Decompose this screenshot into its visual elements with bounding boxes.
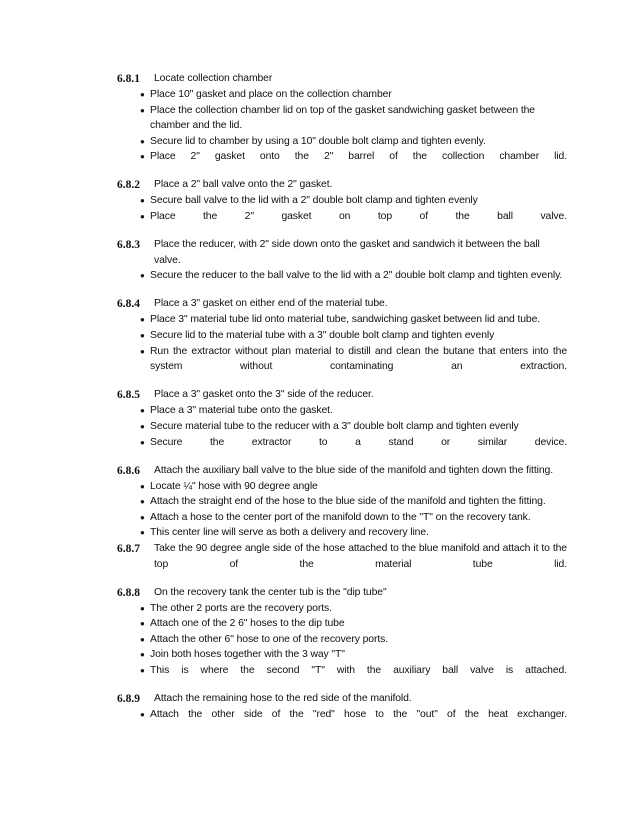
bullet-text: Attach the straight end of the hose to the blue side of the manifold and tighten the fitting.: [150, 496, 546, 508]
step-heading: [117, 691, 567, 707]
bullet-dot-icon: ●: [140, 315, 145, 325]
list-item: [140, 510, 567, 526]
bullet-dot-icon: ●: [140, 666, 145, 676]
step-number: 6.8.4: [117, 298, 140, 311]
step-heading: [117, 296, 567, 312]
bullet-text: Place 3" material tube lid onto material tube, sandwiching gasket between lid and tube.: [150, 314, 541, 326]
step-heading: [117, 541, 567, 572]
bullet-text: Secure the extractor to a stand or similar device.: [150, 436, 567, 448]
step-heading: [117, 585, 567, 601]
step-number: 6.8.6: [117, 464, 140, 477]
list-item: [140, 435, 567, 451]
step-heading: [117, 387, 567, 403]
bullet-text: Place a 3" material tube onto the gasket.: [150, 405, 333, 417]
list-item: [140, 601, 567, 617]
bullet-text: Attach one of the 2 6" hoses to the dip tube: [150, 618, 345, 630]
step-text: Take the 90 degree angle side of the hose attached to the blue manifold and attach it to the top of the material tube lid.: [154, 542, 567, 570]
bullet-list: [117, 707, 567, 723]
bullet-dot-icon: ●: [140, 421, 145, 431]
step-section: [117, 691, 567, 723]
step-section: [117, 71, 567, 165]
bullet-dot-icon: ●: [140, 512, 145, 522]
step-section: [117, 296, 567, 374]
bullet-dot-icon: ●: [140, 710, 145, 720]
step-text: Locate collection chamber: [154, 73, 273, 84]
bullet-text: Place 10" gasket and place on the collection chamber: [150, 89, 392, 100]
bullet-text: The other 2 ports are the recovery ports.: [150, 602, 332, 614]
list-item: [140, 632, 567, 648]
step-text: Place a 2" ball valve onto the 2" gasket.: [154, 179, 333, 191]
bullet-dot-icon: ●: [140, 406, 145, 416]
step-text: On the recovery tank the center tub is the "dip tube": [154, 586, 387, 598]
list-item: [140, 328, 567, 344]
bullet-text: Place the collection chamber lid on top of the gasket sandwiching gasket between the chamber and the lid.: [150, 104, 535, 132]
list-item: [140, 209, 567, 225]
list-item: [140, 312, 567, 328]
list-item: [140, 525, 567, 541]
bullet-list: [117, 403, 567, 450]
list-item: [140, 419, 567, 435]
bullet-dot-icon: ●: [140, 497, 145, 507]
bullet-dot-icon: ●: [140, 528, 145, 538]
step-heading: [117, 463, 567, 479]
list-item: [140, 103, 567, 134]
bullet-text: This is where the second "T" with the auxiliary ball valve is attached.: [150, 665, 567, 677]
bullet-list: [117, 193, 567, 224]
bullet-dot-icon: ●: [140, 271, 145, 281]
step-text: Place the reducer, with 2" side down onto the gasket and sandwich it between the ball valve.: [154, 239, 540, 266]
bullet-dot-icon: ●: [140, 437, 145, 447]
bullet-dot-icon: ●: [140, 212, 145, 222]
step-text: Place a 3" gasket on either end of the material tube.: [154, 298, 388, 310]
list-item: [140, 193, 567, 209]
bullet-dot-icon: ●: [140, 481, 145, 491]
instruction-list: [117, 71, 567, 735]
bullet-dot-icon: ●: [140, 196, 145, 206]
bullet-dot-icon: ●: [140, 346, 145, 356]
bullet-dot-icon: ●: [140, 650, 145, 660]
bullet-dot-icon: ●: [140, 619, 145, 629]
list-item: [140, 403, 567, 419]
step-section: [117, 463, 567, 541]
list-item: [140, 134, 567, 150]
bullet-text: Secure material tube to the reducer with a 3" double bolt clamp and tighten evenly: [150, 420, 519, 432]
step-number: 6.8.2: [117, 179, 140, 192]
bullet-dot-icon: ●: [140, 634, 145, 644]
bullet-text: Run the extractor without plan material to distill and clean the butane that enters into the system without contaminating an extraction.: [150, 345, 567, 373]
step-number: 6.8.3: [117, 239, 140, 252]
bullet-text: This center line will serve as both a delivery and recovery line.: [150, 527, 429, 539]
list-item: [140, 344, 567, 375]
list-item: [140, 616, 567, 632]
bullet-text: Secure lid to chamber by using a 10" double bolt clamp and tighten evenly.: [150, 135, 486, 147]
step-section: [117, 177, 567, 224]
step-number: 6.8.9: [117, 693, 140, 706]
bullet-text: Place the 2" gasket on top of the ball valve.: [150, 211, 567, 223]
list-item: [140, 87, 567, 103]
bullet-list: [117, 268, 567, 284]
list-item: [140, 149, 567, 165]
bullet-text: Locate ¼" hose with 90 degree angle: [150, 480, 318, 492]
step-section: [117, 585, 567, 679]
list-item: [140, 707, 567, 723]
bullet-list: [117, 87, 567, 165]
step-section: [117, 541, 567, 572]
bullet-text: Secure the reducer to the ball valve to the lid with a 2" double bolt clamp and tighten evenly.: [150, 270, 563, 282]
step-heading: [117, 177, 567, 193]
step-heading: [117, 71, 567, 87]
bullet-text: Secure lid to the material tube with a 3" double bolt clamp and tighten evenly: [150, 330, 495, 342]
bullet-text: Secure ball valve to the lid with a 2" double bolt clamp and tighten evenly: [150, 195, 478, 207]
step-section: [117, 387, 567, 450]
bullet-list: [117, 479, 567, 541]
step-text: Place a 3" gasket onto the 3" side of the reducer.: [154, 389, 374, 401]
list-item: [140, 647, 567, 663]
bullet-text: Attach the other 6" hose to one of the recovery ports.: [150, 633, 388, 645]
step-section: [117, 237, 567, 284]
step-number: 6.8.5: [117, 389, 140, 402]
bullet-list: [117, 312, 567, 374]
bullet-dot-icon: ●: [140, 152, 145, 162]
bullet-text: Attach the other side of the "red" hose to the "out" of the heat exchanger.: [150, 709, 567, 721]
step-number: 6.8.8: [117, 586, 140, 599]
step-text: Attach the remaining hose to the red side of the manifold.: [154, 693, 412, 705]
bullet-dot-icon: ●: [140, 90, 145, 99]
step-text: Attach the auxiliary ball valve to the blue side of the manifold and tighten down the fitting.: [154, 464, 553, 476]
list-item: [140, 479, 567, 495]
step-number: 6.8.1: [117, 73, 140, 85]
bullet-dot-icon: ●: [140, 136, 145, 146]
bullet-dot-icon: ●: [140, 105, 145, 115]
bullet-text: Join both hoses together with the 3 way "T": [150, 649, 345, 661]
list-item: [140, 494, 567, 510]
bullet-text: Place 2" gasket onto the 2" barrel of the collection chamber lid.: [150, 151, 567, 163]
list-item: [140, 663, 567, 679]
step-number: 6.8.7: [117, 542, 140, 555]
bullet-text: Attach a hose to the center port of the manifold down to the "T" on the recovery tank.: [150, 511, 531, 523]
step-heading: [117, 237, 567, 268]
bullet-list: [117, 601, 567, 679]
bullet-dot-icon: ●: [140, 603, 145, 613]
bullet-dot-icon: ●: [140, 331, 145, 341]
list-item: [140, 268, 567, 284]
